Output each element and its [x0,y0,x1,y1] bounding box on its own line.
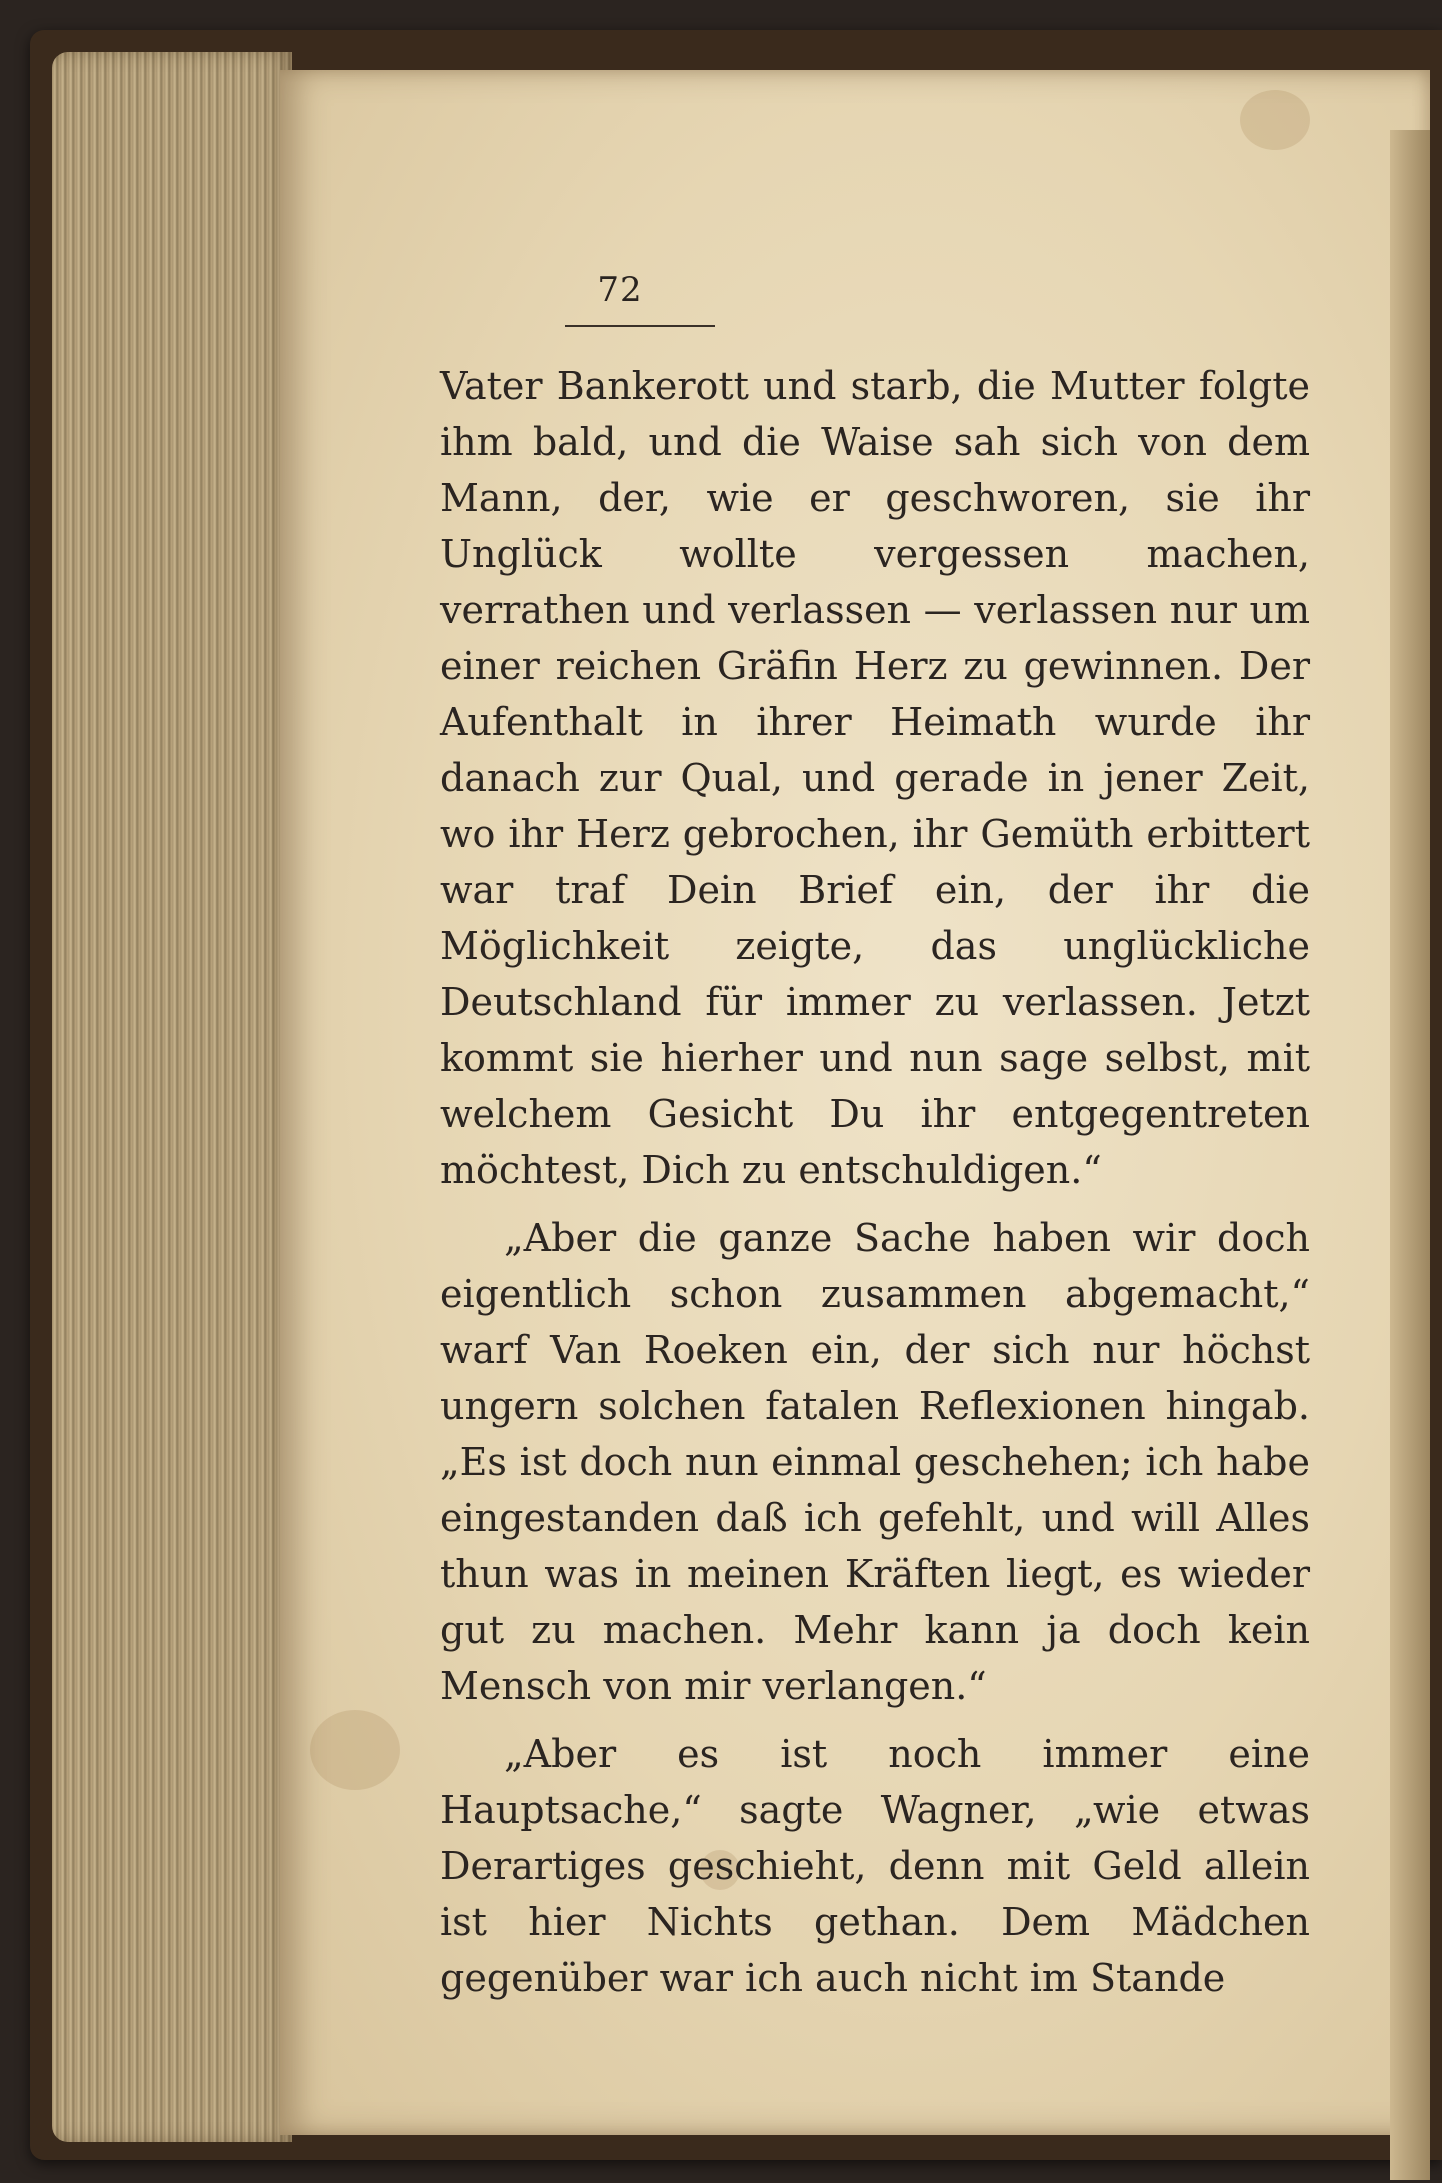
page-number: 72 [597,270,643,310]
paragraph-1: Vater Bankerott und starb, die Mutter folgte ihm bald, und die Waise sah sich von dem Mann, der, wie er geschworen, sie ihr Unglück wollte vergessen machen, verrathen und verlassen — verlassen nur um einer reichen Gräfin Herz zu gewinnen. Der Aufenthalt in ihrer Heimath wurde ihr danach zur Qual, und gerade in jener Zeit, wo ihr Herz gebrochen, ihr Gemüth erbittert war traf Dein Brief ein, der ihr die Möglichkeit zeigte, das unglückliche Deutschland für immer zu verlassen. Jetzt kommt sie hierher und nun sage selbst, mit welchem Gesicht Du ihr entgegentreten möchtest, Dich zu entschuldigen.“ [440,364,1310,1192]
paragraph-2: „Aber die ganze Sache haben wir doch eigentlich schon zusammen abgemacht,“ warf Van Roeken ein, der sich nur höchst ungern solchen fatalen Reflexionen hingab. „Es ist doch nun einmal geschehen; ich habe eingestanden daß ich gefehlt, und will Alles thun was in meinen Kräften liegt, es wieder gut zu machen. Mehr kann ja doch kein Mensch von mir verlangen.“ [440,1216,1310,1708]
stain-mark [1240,90,1310,150]
stain-mark [310,1710,400,1790]
paragraph-3: „Aber es ist noch immer eine Hauptsache,“ sagte Wagner, „wie etwas Derartiges geschieht, denn mit Geld allein ist hier Nichts gethan. Dem Mädchen gegenüber war ich auch nicht im Stande [440,1732,1310,2000]
page-number-rule [565,325,715,327]
page-text [440,358,1310,2006]
page-edges [52,52,292,2142]
page-right-edge [1390,130,1430,2180]
